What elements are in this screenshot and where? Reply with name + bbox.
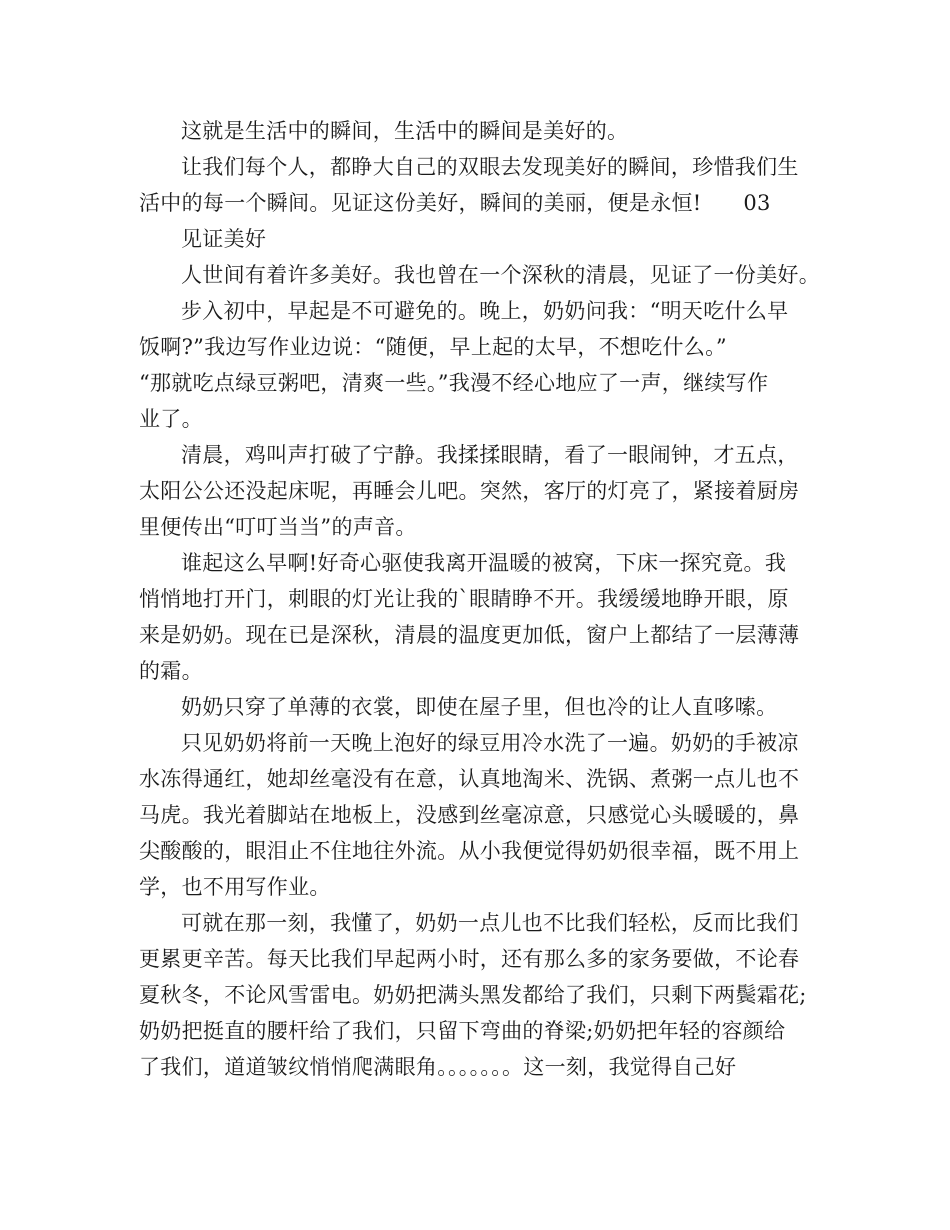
paragraph-line: 业了。 bbox=[139, 407, 203, 431]
paragraph-line: 太阳公公还没起床呢，再睡会儿吧。突然，客厅的灯亮了，紧接着厨房 bbox=[139, 479, 800, 503]
paragraph-line: 奶奶把挺直的腰杆给了我们，只留下弯曲的脊梁;奶奶把年轻的容颜给 bbox=[139, 1019, 786, 1043]
paragraph-line: 水冻得通红，她却丝毫没有在意，认真地淘米、洗锅、煮粥一点儿也不 bbox=[139, 767, 800, 791]
paragraph-line: 这就是生活中的瞬间，生活中的瞬间是美好的。 bbox=[181, 119, 629, 143]
paragraph-line: 来是奶奶。现在已是深秋，清晨的温度更加低，窗户上都结了一层薄薄 bbox=[139, 623, 800, 647]
paragraph-line: 步入初中，早起是不可避免的。晚上，奶奶问我：“明天吃什么早 bbox=[181, 299, 789, 323]
paragraph-line: 人世间有着许多美好。我也曾在一个深秋的清晨，见证了一份美好。 bbox=[181, 263, 820, 287]
paragraph-line: 活中的每一个瞬间。见证这份美好，瞬间的美丽，便是永恒! 03 bbox=[139, 191, 771, 215]
paragraph-line: 马虎。我光着脚站在地板上，没感到丝毫凉意，只感觉心头暖暖的，鼻 bbox=[139, 803, 800, 827]
paragraph-line: 夏秋冬，不论风雪雷电。奶奶把满头黑发都给了我们，只剩下两鬓霜花; bbox=[139, 983, 807, 1007]
paragraph-line: 饭啊?”我边写作业边说：“随便，早上起的太早，不想吃什么。” bbox=[139, 335, 727, 359]
paragraph-line: 里便传出“叮叮当当”的声音。 bbox=[139, 515, 417, 539]
paragraph-line: 更累更辛苦。每天比我们早起两小时，还有那么多的家务要做，不论春 bbox=[139, 947, 800, 971]
paragraph-line: 清晨，鸡叫声打破了宁静。我揉揉眼睛，看了一眼闹钟，才五点， bbox=[181, 443, 799, 467]
paragraph-line: 只见奶奶将前一天晚上泡好的绿豆用冷水洗了一遍。奶奶的手被凉 bbox=[181, 731, 799, 755]
paragraph-line: 学，也不用写作业。 bbox=[139, 875, 331, 899]
section-heading: 见证美好 bbox=[181, 227, 267, 251]
paragraph-line: 谁起这么早啊!好奇心驱使我离开温暖的被窝，下床一探究竟。我 bbox=[181, 551, 787, 575]
paragraph-line: “那就吃点绿豆粥吧，清爽一些。”我漫不经心地应了一声，继续写作 bbox=[139, 371, 769, 395]
paragraph-line: 尖酸酸的，眼泪止不住地往外流。从小我便觉得奶奶很幸福，既不用上 bbox=[139, 839, 800, 863]
paragraph-line: 奶奶只穿了单薄的衣裳，即使在屋子里，但也冷的让人直哆嗦。 bbox=[181, 695, 778, 719]
paragraph-line: 可就在那一刻，我懂了，奶奶一点儿也不比我们轻松，反而比我们 bbox=[181, 911, 799, 935]
paragraph-line: 了我们，道道皱纹悄悄爬满眼角。。。。。。。这一刻，我觉得自己好 bbox=[139, 1055, 737, 1079]
paragraph-line: 悄悄地打开门，刺眼的灯光让我的`眼睛睁不开。我缓缓地睁开眼，原 bbox=[139, 587, 789, 611]
paragraph-line: 的霜。 bbox=[139, 659, 203, 683]
paragraph-line: 让我们每个人，都睁大自己的双眼去发现美好的瞬间，珍惜我们生 bbox=[181, 155, 799, 179]
